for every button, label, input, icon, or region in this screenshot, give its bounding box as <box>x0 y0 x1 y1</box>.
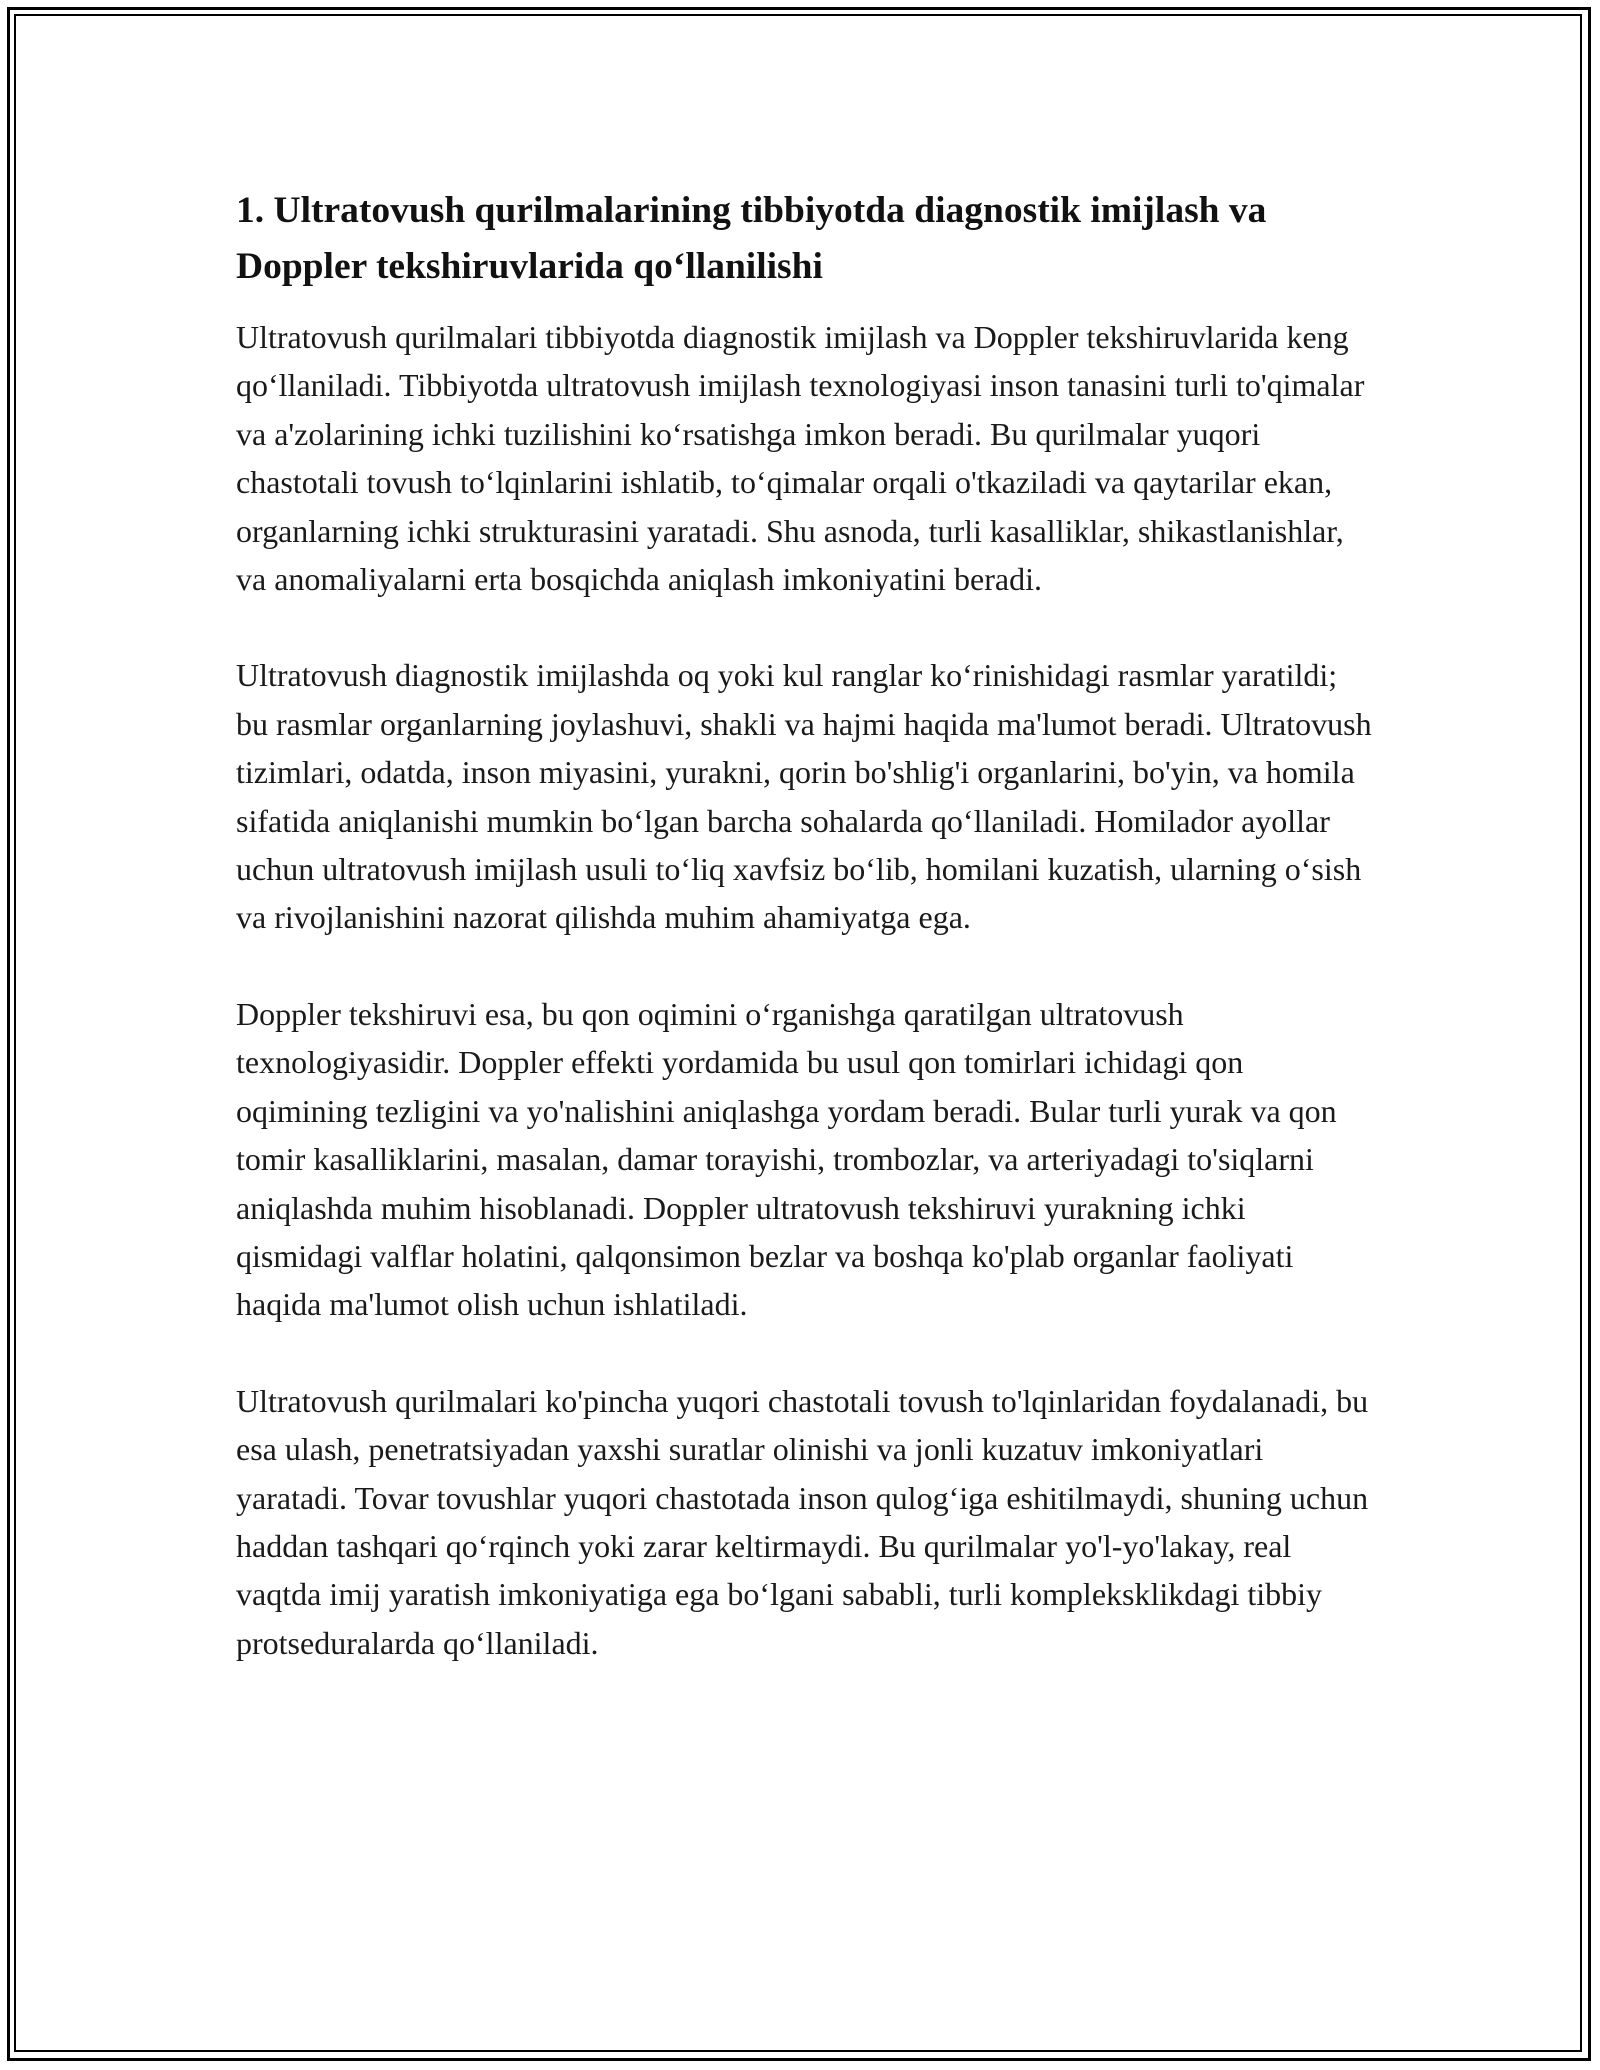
document-body <box>236 183 1376 1715</box>
section-heading: 1. Ultratovush qurilmalarining tibbiyotda diagnostik imijlash va Doppler tekshiruvlarida qo‘llanilishi <box>236 190 1267 287</box>
paragraph-3: Doppler tekshiruvi esa, bu qon oqimini o‘rganishga qaratilgan ultratovush texnologiyasidir. Doppler effekti yordamida bu usul qon tomirlari ichidagi qon oqimining tezligini va yo'nalishini aniqlashga yordam beradi. Bular turli yurak va qon tomir kasalliklarini, masalan, damar torayishi, trombozlar, va arteriyadagi to'siqlarni aniqlashda muhim hisoblanadi. Doppler ultratovush tekshiruvi yurakning ichki qismidagi valflar holatini, qalqonsimon bezlar va boshqa ko'plab organlar faoliyati haqida ma'lumot olish uchun ishlatiladi. <box>236 995 1337 1323</box>
paragraph-1: Ultratovush qurilmalari tibbiyotda diagnostik imijlash va Doppler tekshiruvlarida keng qo‘llaniladi. Tibbiyotda ultratovush imijlash texnologiyasi inson tanasini turli to'qimalar va a'zolarining ichki tuzilishini ko‘rsatishga imkon beradi. Bu qurilmalar yuqori chastotali tovush to‘lqinlarini ishlatib, to‘qimalar orqali o'tkaziladi va qaytarilar ekan, organlarning ichki strukturasini yaratadi. Shu asnoda, turli kasalliklar, shikastlanishlar, va anomaliyalarni erta bosqichda aniqlash imkoniyatini beradi. <box>236 319 1365 598</box>
paragraph-4: Ultratovush qurilmalari ko'pincha yuqori chastotali tovush to'lqinlaridan foydalanadi, bu esa ulash, penetratsiyadan yaxshi suratlar olinishi va jonli kuzatuv imkoniyatlari yaratadi. Tovar tovushlar yuqori chastotada inson qulog‘iga eshitilmaydi, shuning uchun haddan tashqari qo‘rqinch yoki zarar keltirmaydi. Bu qurilmalar yo'l-yo'lakay, real vaqtda imij yaratish imkoniyatiga ega bo‘lgani sababli, turli kompleksklikdagi tibbiy protseduralarda qo‘llaniladi. <box>236 1382 1369 1661</box>
paragraph-2: Ultratovush diagnostik imijlashda oq yoki kul ranglar ko‘rinishidagi rasmlar yaratildi; bu rasmlar organlarning joylashuvi, shakli va hajmi haqida ma'lumot beradi. Ultratovush tizimlari, odatda, inson miyasini, yurakni, qorin bo'shlig'i organlarini, bo'yin, va homila sifatida aniqlanishi mumkin bo‘lgan barcha sohalarda qo‘llaniladi. Homilador ayollar uchun ultratovush imijlash usuli to‘liq xavfsiz bo‘lib, homilani kuzatish, ularning o‘sish va rivojlanishini nazorat qilishda muhim ahamiyatga ega. <box>236 657 1372 936</box>
